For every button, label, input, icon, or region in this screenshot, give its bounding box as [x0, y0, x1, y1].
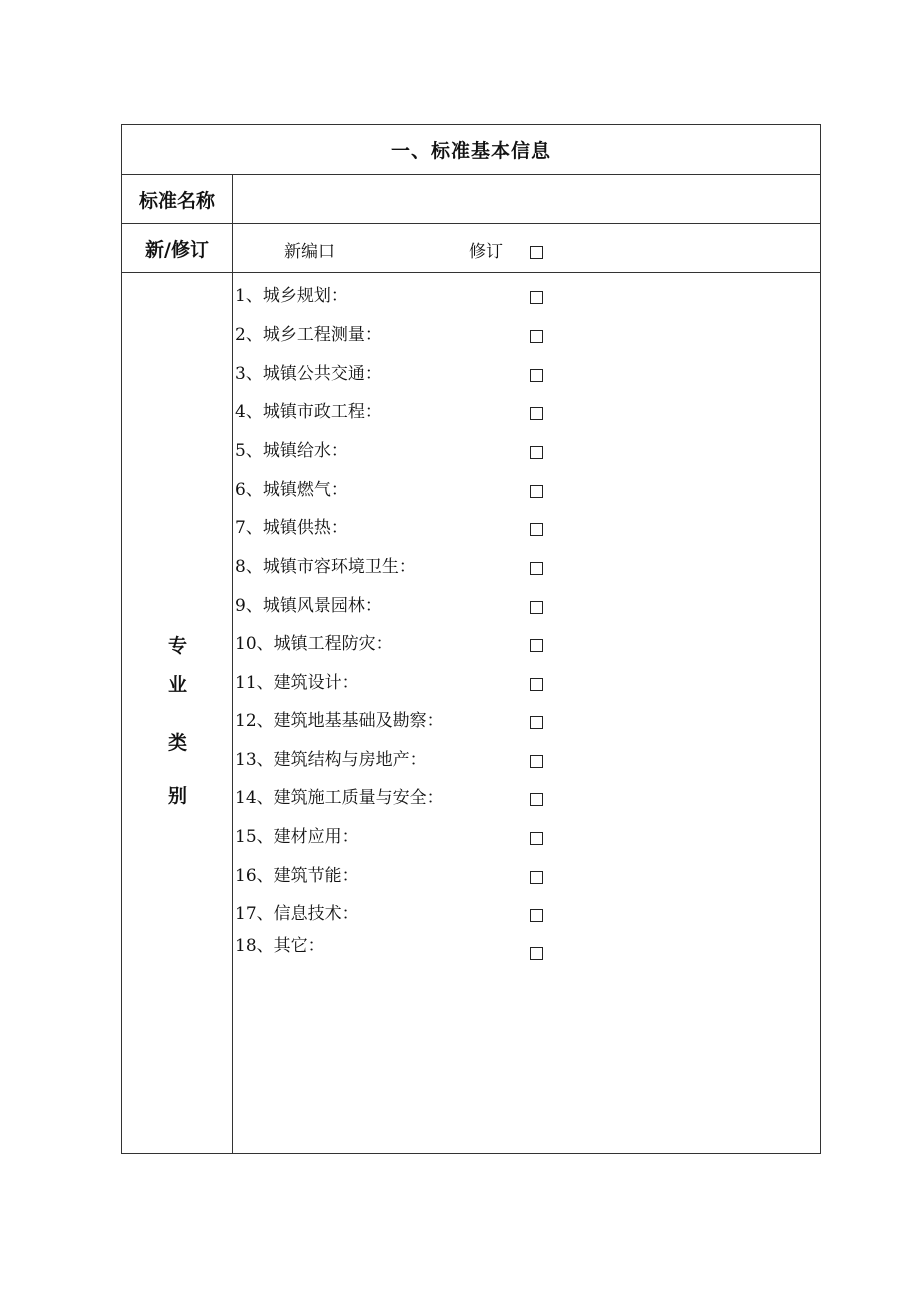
category-checkbox[interactable] — [530, 485, 543, 498]
category-item — [233, 285, 653, 309]
category-item — [233, 595, 653, 619]
category-checkbox[interactable] — [530, 407, 543, 420]
standard-info-form — [121, 124, 821, 1154]
standard-name-row — [122, 175, 820, 224]
category-item — [233, 324, 653, 348]
category-checkbox[interactable] — [530, 523, 543, 536]
category-item — [233, 633, 653, 657]
category-checkbox[interactable] — [530, 871, 543, 884]
category-item-label: 6、城镇燃气： — [235, 480, 348, 500]
category-row — [122, 273, 820, 1153]
category-item — [233, 363, 653, 387]
category-checkbox[interactable] — [530, 446, 543, 459]
category-item — [233, 479, 653, 503]
category-item-label: 1、城乡规划： — [235, 286, 348, 306]
category-item — [233, 401, 653, 425]
category-list — [233, 273, 820, 1153]
category-item-label: 10、城镇工程防灾： — [235, 634, 393, 654]
new-revise-label: 新/修订 — [122, 224, 233, 272]
category-item — [233, 903, 653, 927]
category-checkbox[interactable] — [530, 291, 543, 304]
category-item-label: 15、建材应用： — [235, 827, 359, 847]
category-item — [233, 672, 653, 696]
category-checkbox[interactable] — [530, 832, 543, 845]
category-item — [233, 787, 653, 811]
category-item — [233, 710, 653, 734]
category-item-label: 2、城乡工程测量： — [235, 325, 382, 345]
category-checkbox[interactable] — [530, 562, 543, 575]
category-checkbox[interactable] — [530, 330, 543, 343]
category-item — [233, 556, 653, 580]
category-item-label: 8、城镇市容环境卫生： — [235, 557, 416, 577]
new-revise-row — [122, 224, 820, 273]
category-item — [233, 865, 653, 889]
category-item-label: 13、建筑结构与房地产： — [235, 750, 427, 770]
category-item — [233, 440, 653, 464]
new-option-label[interactable]: 新编口 — [284, 242, 335, 262]
category-item-label: 16、建筑节能： — [235, 866, 359, 886]
category-label-char: 别 — [167, 785, 187, 807]
category-checkbox[interactable] — [530, 601, 543, 614]
category-item-label: 14、建筑施工质量与安全： — [235, 788, 444, 808]
category-item — [233, 749, 653, 773]
category-checkbox[interactable] — [530, 678, 543, 691]
standard-name-field[interactable] — [233, 175, 820, 223]
category-item — [233, 826, 653, 850]
category-checkbox[interactable] — [530, 947, 543, 960]
new-revise-options — [233, 224, 820, 272]
category-item-label: 17、信息技术： — [235, 904, 359, 924]
category-checkbox[interactable] — [530, 909, 543, 922]
revise-option-label: 修订 — [469, 242, 503, 262]
category-item-label: 9、城镇风景园林： — [235, 596, 382, 616]
category-checkbox[interactable] — [530, 716, 543, 729]
standard-name-label: 标准名称 — [122, 175, 233, 223]
category-item-label: 12、建筑地基基础及勘察： — [235, 711, 444, 731]
section-title: 一、标准基本信息 — [390, 140, 551, 162]
category-item — [233, 935, 653, 959]
category-item — [233, 517, 653, 541]
category-checkbox[interactable] — [530, 639, 543, 652]
category-item-label: 3、城镇公共交通： — [235, 364, 382, 384]
category-item-label: 18、其它： — [235, 936, 325, 956]
category-label — [122, 273, 233, 1153]
section-header-row — [122, 125, 820, 175]
category-checkbox[interactable] — [530, 793, 543, 806]
category-item-label: 11、建筑设计： — [235, 673, 359, 693]
category-label-char: 类 — [167, 732, 187, 754]
category-item-label: 7、城镇供热： — [235, 518, 348, 538]
category-item-label: 5、城镇给水： — [235, 441, 348, 461]
revise-checkbox[interactable] — [530, 246, 543, 259]
category-item-label: 4、城镇市政工程： — [235, 402, 382, 422]
category-label-char: 业 — [167, 674, 187, 696]
category-checkbox[interactable] — [530, 369, 543, 382]
category-checkbox[interactable] — [530, 755, 543, 768]
category-label-char: 专 — [167, 635, 187, 657]
